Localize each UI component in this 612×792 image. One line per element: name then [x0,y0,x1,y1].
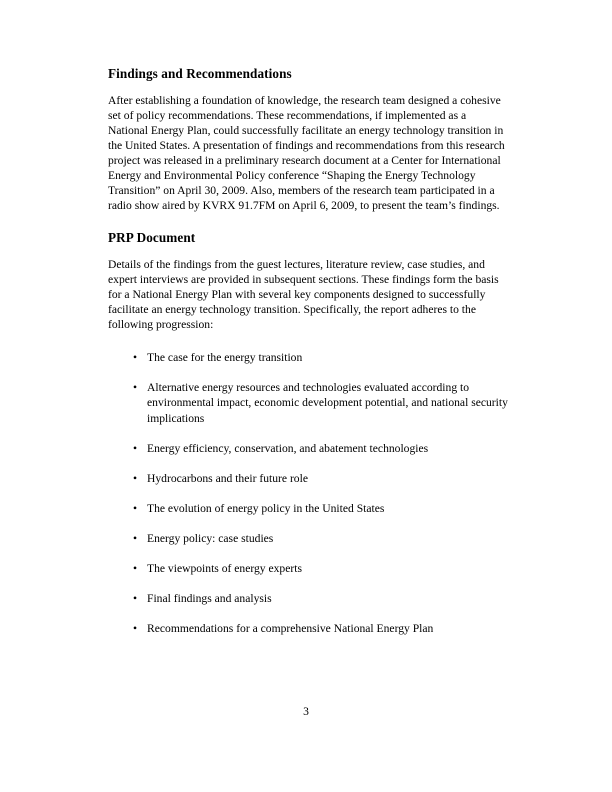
bullet-icon: • [133,501,138,515]
list-item [108,441,508,456]
list-item [108,621,508,636]
page-content [108,66,508,636]
section-heading-prp-document: PRP Document [108,230,196,246]
list-item-label: The viewpoints of energy experts [147,561,302,575]
bullet-icon: • [133,441,138,455]
bullet-icon: • [133,531,138,545]
list-item-label: Recommendations for a comprehensive National Energy Plan [147,622,434,636]
list-item [108,471,508,486]
bullet-icon: • [133,471,138,485]
list-item-label: Hydrocarbons and their future role [147,471,308,485]
bullet-icon: • [133,622,138,636]
list-item [108,380,508,425]
list-item-label: Alternative energy resources and technologies evaluated according to environmental impact, economic development potential, and national security implications [147,381,508,425]
bullet-icon: • [133,381,138,395]
list-item-label: The evolution of energy policy in the United States [147,501,385,515]
bullet-icon: • [133,561,138,575]
list-item [108,561,508,576]
list-item [108,531,508,546]
list-item-label: Energy policy: case studies [147,531,274,545]
progression-list [108,350,508,636]
list-item-label: Energy efficiency, conservation, and abatement technologies [147,441,429,455]
list-item [108,350,508,365]
paragraph-findings-and-recommendations: After establishing a foundation of knowledge, the research team designed a cohesive set of policy recommendations. These recommendations, if implemented as a National Energy Plan, could successfully facilitate an energy technology transition in the United States. A presentation of findings and recommendations from this research project was released in a preliminary research document at a Center for International Energy and Environmental Policy conference “Shaping the Energy Technology Transition” on April 30, 2009. Also, members of the research team participated in a radio show aired by KVRX 91.7FM on April 6, 2009, to present the team’s findings. [108,93,505,213]
bullet-icon: • [133,592,138,606]
list-item [108,501,508,516]
list-item-label: Final findings and analysis [147,592,272,606]
paragraph-prp-document: Details of the findings from the guest lectures, literature review, case studies, and expert interviews are provided in subsequent sections. These findings form the basis for a National Energy Plan with several key components designed to successfully facilitate an energy technology transition. Specifically, the report adheres to the following progression: [108,257,499,332]
list-item [108,591,508,606]
bullet-icon: • [133,351,138,365]
list-item-label: The case for the energy transition [147,351,303,365]
page-number: 3 [303,705,309,718]
section-heading-findings-and-recommendations: Findings and Recommendations [108,66,292,81]
